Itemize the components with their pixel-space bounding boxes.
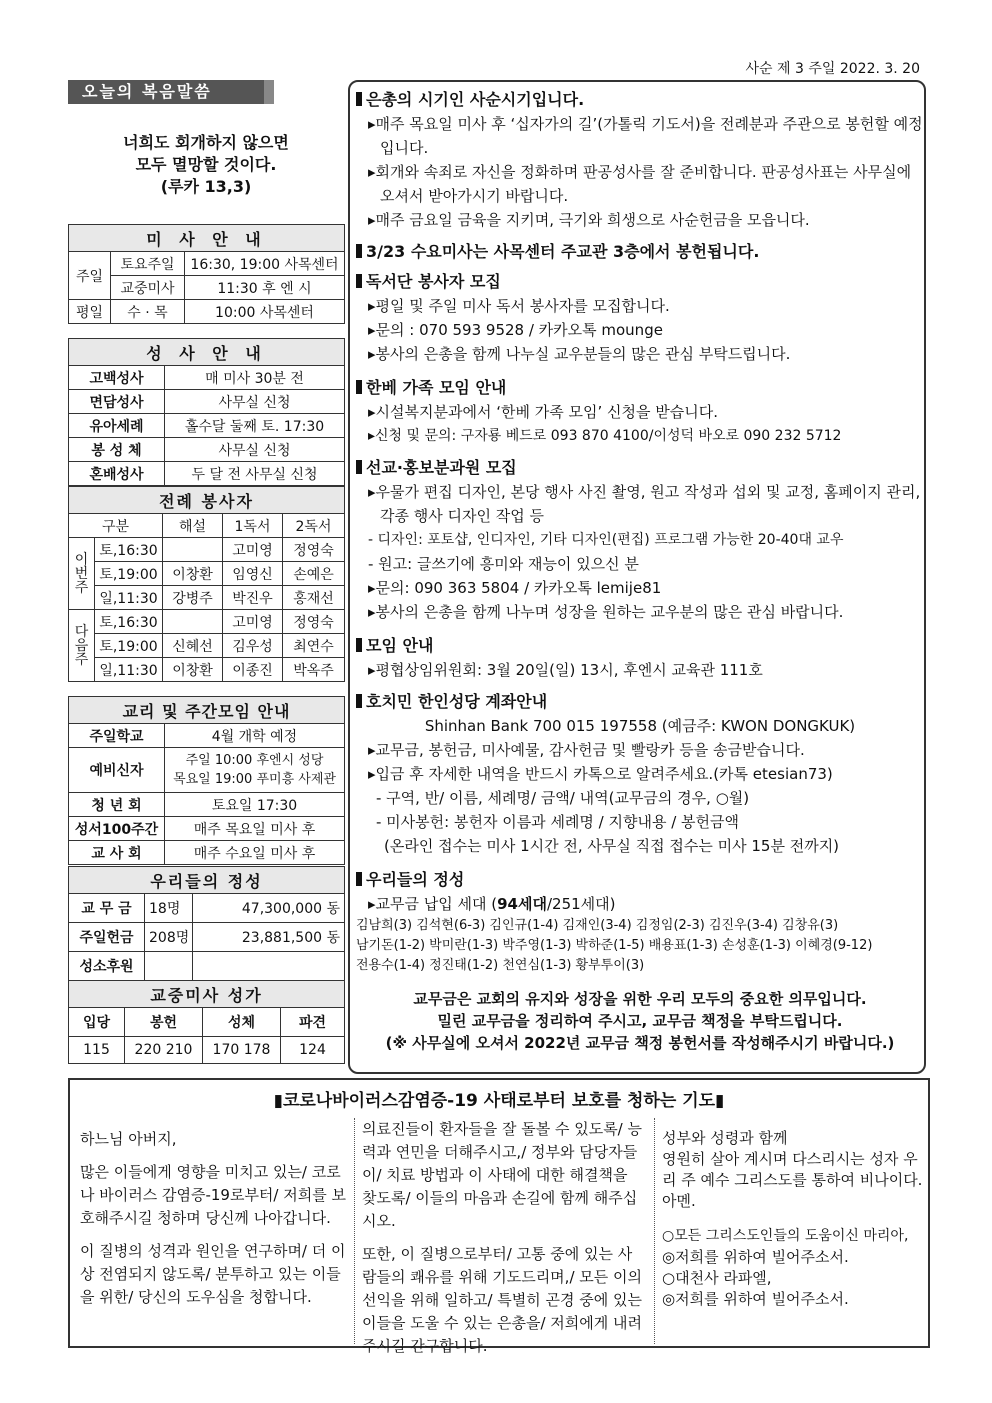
sacrament-name: 혼배성사 (69, 462, 165, 486)
prayer-paragraph: 또한, 이 질병으로부터/ 고통 중에 있는 사람들의 쾌유를 위해 기도드리며,/ 모든 이의 선익을 위해 일하고/ 특별히 곤경 중에 있는 이들을 도울 수 있는 은총을/ 저희에게 내려주시길 간구합니다. (362, 1245, 642, 1355)
prayer-line: 아멘. (662, 1192, 696, 1210)
server-name: 이창환 (163, 562, 223, 586)
server-name: 강병주 (163, 586, 223, 610)
notice-promo (356, 456, 924, 624)
notice-account (356, 690, 924, 858)
meeting-info: 매주 목요일 미사 후 (165, 817, 345, 841)
prayer-column-2 (362, 1118, 646, 1368)
closing-line: (※ 사무실에 오셔서 2022년 교무금 책정 봉헌서를 작성해주시기 바랍니다.) (385, 1034, 895, 1052)
offering-amount: 47,300,000 동 (193, 894, 345, 923)
meeting-name: 성서100주간 (69, 817, 165, 841)
offering-name: 교 무 금 (69, 894, 145, 923)
meeting-name: 청 년 회 (69, 793, 165, 817)
servers-header: 2독서 (283, 514, 345, 538)
meeting-info (165, 748, 345, 793)
song-header: 입당 (69, 1008, 125, 1037)
server-name: 정영숙 (283, 538, 345, 562)
meeting-info-line: 주일 10:00 후엔시 성당 (185, 753, 324, 768)
servers-header: 1독서 (223, 514, 283, 538)
sacrament-info: 사무실 신청 (165, 438, 345, 462)
server-time: 토,16:30 (95, 610, 163, 634)
server-name: 홍재선 (283, 586, 345, 610)
meetings-table (68, 696, 344, 865)
column-divider (354, 1118, 355, 1344)
sacrament-title: 성 사 안 내 (69, 339, 345, 366)
meeting-name: 주일학교 (69, 724, 165, 748)
notice-reader (356, 270, 924, 366)
meeting-info-line: 목요일 19:00 푸미흥 사제관 (173, 772, 336, 787)
songs-table (68, 980, 344, 1064)
server-time: 토,19:00 (95, 562, 163, 586)
notice-item: ▸매주 목요일 미사 후 ‘십자가의 길’(가톨릭 기도서)을 전례분과 주관으로 봉헌할 예정입니다. (368, 115, 923, 157)
offering-count: 18명 (145, 894, 193, 923)
servers-header: 구분 (69, 514, 163, 538)
bank-account: Shinhan Bank 700 015 197558 (예금주: KWON DONGKUK) (424, 717, 856, 735)
server-name: 이창환 (163, 658, 223, 682)
notice-lent (356, 88, 924, 232)
notice-family (356, 376, 924, 448)
servers-header: 해설 (163, 514, 223, 538)
songs-title: 교중미사 성가 (69, 981, 345, 1008)
notice-item: ▸봉사의 은총을 함께 나누며 성장을 원하는 교우분의 많은 관심 바랍니다. (368, 603, 844, 621)
server-name: 고미영 (223, 538, 283, 562)
sacrament-name: 고백성사 (69, 366, 165, 390)
donor-names: 전용수(1-4) 정진태(1-2) 천연심(1-3) 황부투이(3) (356, 958, 645, 973)
notice-title: 호치민 한인성당 계좌안내 (356, 690, 924, 714)
mass-day: 토요주일 (111, 252, 185, 276)
mass-day: 교중미사 (111, 276, 185, 300)
bulletin-date: 사순 제 3 주일 2022. 3. 20 (745, 61, 920, 77)
sacrament-name: 면담성사 (69, 390, 165, 414)
server-time: 일,11:30 (95, 658, 163, 682)
prayer-line: 성부와 성령과 함께 (662, 1129, 788, 1147)
notice-title: 한베 가족 모임 안내 (356, 376, 924, 400)
notice-item: (온라인 접수는 미사 1시간 전, 사무실 직접 접수는 미사 15분 전까지) (384, 837, 840, 855)
notice-title: 선교·홍보분과원 모집 (356, 456, 924, 480)
notice-item: ▸우물가 편집 디자인, 본당 행사 사진 촬영, 원고 작성과 섭외 및 교정, 홈페이지 관리, 각종 행사 디자인 작업 등 (368, 483, 921, 525)
prayer-paragraph: 의료진들이 환자들을 잘 돌볼 수 있도록/ 능력과 연민을 더해주시고,/ 정부와 담당자들이/ 치료 방법과 이 사태에 대한 해결책을 찾도록/ 이들의 마음과 손길에 함께 해주십시오. (362, 1120, 642, 1230)
song-header: 파견 (281, 1008, 345, 1037)
sacrament-table (68, 338, 344, 486)
song-number: 170 178 (203, 1037, 281, 1064)
next-week-label: 다음주 (69, 610, 95, 682)
notice-item: ▸평협상임위원회: 3월 20일(일) 13시, 후엔시 교육관 111호 (368, 661, 763, 679)
sacrament-info: 매 미사 30분 전 (165, 366, 345, 390)
meetings-title: 교리 및 주간모임 안내 (69, 697, 345, 724)
server-name: 정영숙 (283, 610, 345, 634)
server-name (163, 538, 223, 562)
server-name: 이종진 (223, 658, 283, 682)
song-header: 봉헌 (125, 1008, 203, 1037)
column-divider (654, 1118, 655, 1344)
server-time: 일,11:30 (95, 586, 163, 610)
weekday-label: 평일 (69, 300, 111, 324)
notice-title: 독서단 봉사자 모집 (356, 270, 924, 294)
gospel-line: 모두 멸망할 것이다. (135, 155, 277, 174)
server-name: 손예은 (283, 562, 345, 586)
mass-time: 16:30, 19:00 사목센터 (185, 252, 345, 276)
notice-wednesday (356, 240, 924, 264)
notice-item: ▸문의 : 070 593 9528 / 카카오톡 mounge (368, 321, 663, 339)
server-time: 토,19:00 (95, 634, 163, 658)
meeting-info: 매주 수요일 미사 후 (165, 841, 345, 865)
song-header: 성체 (203, 1008, 281, 1037)
closing-message (356, 988, 924, 1054)
offering-name: 성소후원 (69, 952, 145, 981)
notice-item: ▸시설복지분과에서 ‘한베 가족 모임’ 신청을 받습니다. (368, 403, 718, 421)
server-name (163, 610, 223, 634)
prayer-column-3 (662, 1128, 924, 1310)
meeting-name: 교 사 회 (69, 841, 165, 865)
prayer-paragraph: 이 질병의 성격과 원인을 연구하며/ 더 이상 전염되지 않도록/ 분투하고 있는 이들을 위한/ 당신의 도우심을 청합니다. (80, 1242, 346, 1306)
prayer-line: ○대천사 라파엘, (662, 1269, 772, 1287)
mass-time: 10:00 사목센터 (185, 300, 345, 324)
closing-line: 밀린 교무금을 정리하여 주시고, 교무금 책정을 부탁드립니다. (437, 1012, 843, 1030)
donor-names: 김남희(3) 김석현(6-3) 김인규(1-4) 김재인(3-4) 김정임(2-3) 김진우(3-4) 김창유(3) (356, 918, 839, 933)
notice-item: - 구역, 반/ 이름, 세례명/ 금액/ 내역(교무금의 경우, ○월) (376, 789, 750, 807)
notice-item: - 디자인: 포토샵, 인디자인, 기타 디자인(편집) 프로그램 가능한 20-40대 교우 (368, 532, 844, 548)
donor-names: 남기돈(1-2) 박미란(1-3) 박주영(1-3) 박하준(1-5) 배용표(1-3) 손성훈(1-3) 이혜경(9-12) (356, 938, 873, 953)
prayer-title: ▮코로나바이러스감염증-19 사태로부터 보호를 청하는 기도▮ (273, 1091, 725, 1111)
notice-item: ▸매주 금요일 금육을 지키며, 극기와 희생으로 사순헌금을 모읍니다. (368, 211, 810, 229)
closing-line: 교무금은 교회의 유지와 성장을 위한 우리 모두의 중요한 의무입니다. (413, 990, 867, 1008)
server-name: 임영신 (223, 562, 283, 586)
offering-title: 우리들의 정성 (69, 867, 345, 894)
prayer-paragraph: 많은 이들에게 영향을 미치고 있는/ 코로나 바이러스 감염증-19로부터/ 저희를 보호해주시길 청하며 당신께 나아갑니다. (80, 1163, 346, 1227)
sacrament-name: 봉 성 체 (69, 438, 165, 462)
song-number: 124 (281, 1037, 345, 1064)
prayer-line: 영원히 살아 계시며 다스리시는 성자 우리 주 예수 그리스도를 통하여 비나이다. (662, 1150, 923, 1189)
gospel-line: 너희도 회개하지 않으면 (123, 133, 289, 152)
gospel-line: (루카 13,3) (160, 177, 252, 196)
server-name: 박진우 (223, 586, 283, 610)
offering-count (145, 952, 193, 981)
gospel-tab: 오늘의 복음말씀 (68, 80, 264, 104)
sacrament-info: 홀수달 둘째 토. 17:30 (165, 414, 345, 438)
offering-amount: 23,881,500 동 (193, 923, 345, 952)
sacrament-name: 유아세례 (69, 414, 165, 438)
servers-table (68, 486, 344, 682)
notice-item: ▸평일 및 주일 미사 독서 봉사자를 모집합니다. (368, 297, 670, 315)
server-name: 신혜선 (163, 634, 223, 658)
server-name: 김우성 (223, 634, 283, 658)
prayer-column-1 (80, 1128, 346, 1319)
notice-gathering (356, 634, 924, 682)
song-number: 220 210 (125, 1037, 203, 1064)
notice-item: - 원고: 글쓰기에 흥미와 재능이 있으신 분 (368, 555, 639, 573)
meeting-info: 4월 개학 예정 (165, 724, 345, 748)
mass-time: 11:30 후 엔 시 (185, 276, 345, 300)
notice-item: ▸봉사의 은총을 함께 나누실 교우분들의 많은 관심 부탁드립니다. (368, 345, 791, 363)
sacrament-info: 사무실 신청 (165, 390, 345, 414)
offering-amount (193, 952, 345, 981)
notice-item: ▸문의: 090 363 5804 / 카카오톡 lemije81 (368, 579, 662, 597)
notice-devotion (356, 868, 924, 976)
prayer-paragraph: 하느님 아버지, (80, 1130, 177, 1148)
offering-name: 주일헌금 (69, 923, 145, 952)
server-name: 최연수 (283, 634, 345, 658)
mass-title: 미 사 안 내 (69, 225, 345, 252)
notice-item: ▸교무금, 봉헌금, 미사예물, 감사헌금 및 빨랑카 등을 송금받습니다. (368, 741, 805, 759)
notice-title: 모임 안내 (356, 634, 924, 658)
prayer-line: ○모든 그리스도인들의 도움이신 마리아, (662, 1228, 909, 1244)
notice-title: 3/23 수요미사는 사목센터 주교관 3층에서 봉헌됩니다. (356, 240, 924, 264)
notice-item: ▸입금 후 자세한 내역을 반드시 카톡으로 알려주세요.(카톡 etesian73) (368, 765, 833, 783)
prayer-line: ◎저희를 위하여 빌어주소서. (662, 1290, 849, 1308)
notice-title: 우리들의 정성 (356, 868, 924, 892)
server-name: 박옥주 (283, 658, 345, 682)
mass-table (68, 224, 344, 324)
offering-count: 208명 (145, 923, 193, 952)
sunday-label: 주일 (69, 252, 111, 300)
notice-item: - 미사봉헌: 봉헌자 이름과 세례명 / 지향내용 / 봉헌금액 (376, 813, 740, 831)
sacrament-info: 두 달 전 사무실 신청 (165, 462, 345, 486)
notice-item: ▸신청 및 문의: 구자룡 베드로 093 870 4100/이성덕 바오로 090 232 5712 (368, 428, 842, 444)
mass-day: 수 · 목 (111, 300, 185, 324)
notice-item: ▸회개와 속죄로 자신을 정화하며 판공성사를 잘 준비합니다. 판공성사표는 사무실에 오셔서 받아가시기 바랍니다. (368, 163, 912, 205)
gospel-verse (68, 132, 344, 198)
notice-title: 은총의 시기인 사순시기입니다. (356, 88, 924, 112)
meeting-name: 예비신자 (69, 748, 165, 793)
notice-item: ▸교무금 납입 세대 (94세대/251세대) (368, 895, 616, 913)
prayer-line: ◎저희를 위하여 빌어주소서. (662, 1248, 849, 1266)
server-name: 고미영 (223, 610, 283, 634)
offering-table (68, 866, 344, 981)
servers-title: 전례 봉사자 (69, 487, 345, 514)
this-week-label: 이번주 (69, 538, 95, 610)
song-number: 115 (69, 1037, 125, 1064)
server-time: 토,16:30 (95, 538, 163, 562)
meeting-info: 토요일 17:30 (165, 793, 345, 817)
